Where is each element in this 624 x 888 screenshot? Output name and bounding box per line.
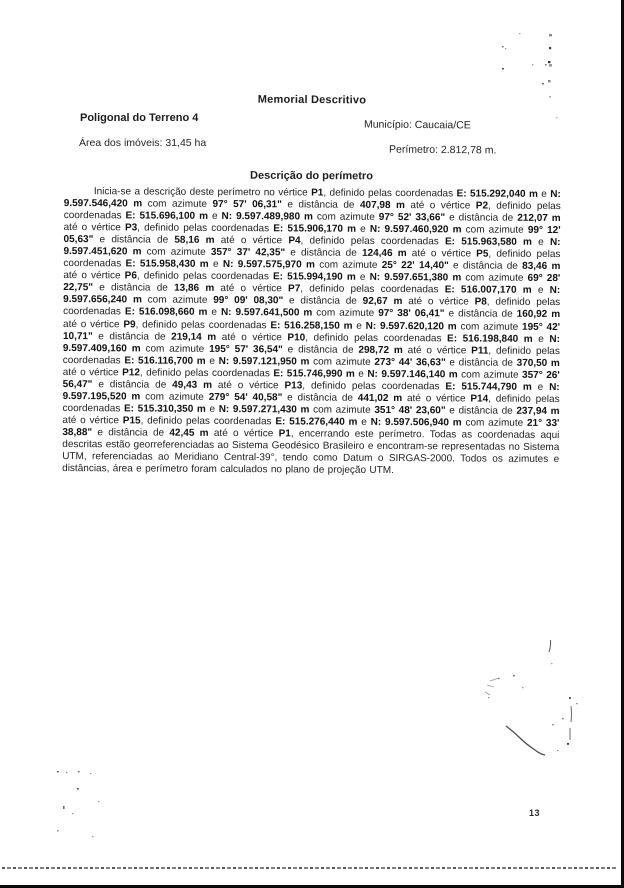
perimeter-description-paragraph: Inicia-se a descrição deste perímetro no vértice P1, definido pelas coordenadas E: 515.292,040 m e N: 9.597.546,420 m com azimute 97° 57' 06,31" e distância de 407,98 m até o vértice P2, definido pelas coordenadas E: 515.696,100 m e N: 9.597.489,980 m com azimute 97° 52' 33,66" e distância de 212,07 m até o vértice P3, definido pelas coordenadas E: 515.906,170 m e N: 9.597.460,920 m com azimute 99° 12' 05,63" e distância de 58,16 m até o vértice P4, definido pelas coordenadas E: 515.963,580 m e N: 9.597.451,620 m com azimute 357° 37' 42,35" e distância de 124,46 m até o vértice P5, definido pelas coordenadas E: 515.958,430 m e N: 9.597.575,970 m com azimute 25° 22' 14,40" e distância de 83,46 m até o vértice P6, definido pelas coordenadas E: 515.994,190 m e N: 9.597.651,380 m com azimute 69° 28' 22,75" e distância de 13,86 m até o vértice P7, definido pelas coordenadas E: 516.007,170 m e N: 9.597.656,240 m com azimute 99° 09' 08,30" e distância de 92,67 m até o vértice P8, definido pelas coordenadas E: 516.098,660 m e N: 9.597.641,500 m com azimute 97° 38' 06,41" e distância de 160,92 m até o vértice P9, definido pelas coordenadas E: 516.258,150 m e N: 9.597.620,120 m com azimute 195° 42' 10,71" e distância de 219,14 m até o vértice P10, definido pelas coordenadas E: 516.198,840 m e N: 9.597.409,160 m com azimute 195° 57' 36,54" e distância de 298,72 m até o vértice P11, definido pelas coordenadas E: 516.116,700 m e N: 9.597.121,950 m com azimute 273° 44' 36,63" e distância de 370,50 m até o vértice P12, definido pelas coordenadas E: 515.746,990 m e N: 9.597.146,140 m com azimute 357° 26' 56,47" e distância de 49,43 m até o vértice P13, definido pelas coordenadas E: 515.744,790 m e N: 9.597.195,520 m com azimute 279° 54' 40,58" e distância de 441,02 m até o vértice P14, definido pelas coordenadas E: 515.310,350 m e N: 9.597.271,430 m com azimute 351° 48' 23,60" e distância de 237,94 m até o vértice P15, definido pelas coordenadas E: 515.276,440 m e N: 9.597.506,940 m com azimute 21° 33' 38,88" e distância de 42,45 m até o vértice P1, encerrando este perímetro. Todas as coordenadas aqui descritas estão georreferenciadas ao Sistema Geodésico Brasileiro e encontram-se representadas no Sistema UTM, referenciadas ao Meridiano Central-39°, tendo como Datum o SIRGAS-2000. Todos os azimutes e distâncias, área e perímetro foram calculados no plano de projeção UTM. [62, 186, 561, 477]
page-number: 13 [529, 808, 541, 818]
polygon-label: Poligonal do Terreno 4 [80, 112, 199, 124]
footer-dashed-line [2, 867, 618, 869]
perimeter-label: Perímetro: 2.812,78 m. [388, 143, 497, 157]
section-title: Descrição do perímetro [250, 169, 373, 183]
municipality-label: Município: Caucaia/CE [363, 118, 471, 132]
area-label: Área dos imóveis: 31,45 ha [79, 137, 207, 149]
document-title: Memorial Descritivo [257, 93, 367, 107]
